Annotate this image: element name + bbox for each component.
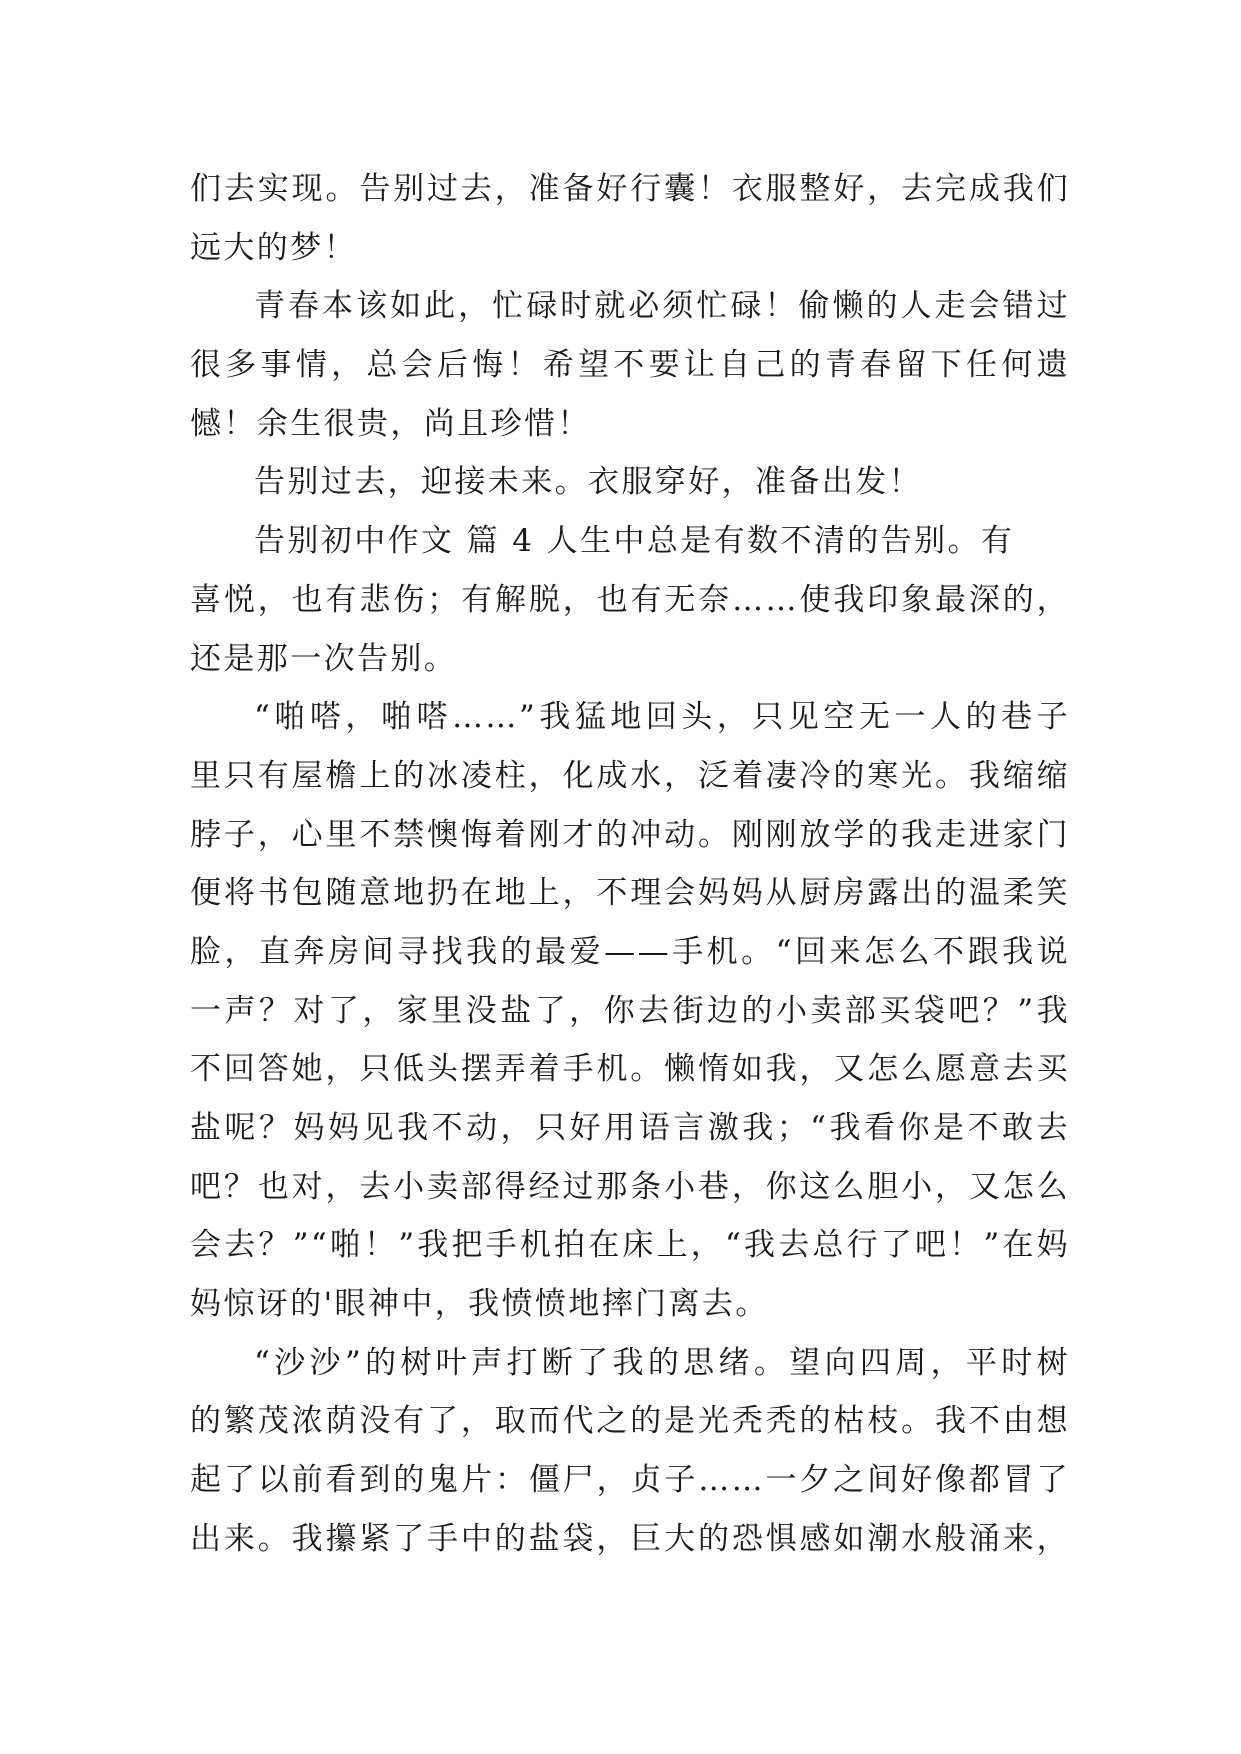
text-line: 脸，直奔房间寻找我的最爱——手机。“回来怎么不跟我说	[190, 933, 1070, 970]
text-line: 便将书包随意地扔在地上，不理会妈妈从厨房露出的温柔笑	[190, 875, 1070, 912]
text-line: 告别过去，迎接未来。衣服穿好，准备出发！	[254, 464, 922, 501]
text-line: 很多事情，总会后悔！希望不要让自己的青春留下任何遗	[190, 347, 1070, 384]
text-line: 憾！余生很贵，尚且珍惜！	[190, 405, 591, 442]
text-line: 们去实现。告别过去，准备好行囊！衣服整好，去完成我们	[190, 171, 1070, 207]
text-line: 出来。我攥紧了手中的盐袋，巨大的恐惧感如潮水般涌来，	[190, 1520, 1070, 1557]
text-line: 的繁茂浓荫没有了，取而代之的是光秃秃的枯枝。我不由想	[190, 1403, 1070, 1440]
text-line: 告别初中作文 篇 4 人生中总是有数不清的告别。有	[254, 523, 1015, 560]
text-line: 吧？也对，去小卖部得经过那条小巷，你这么胆小，又怎么	[190, 1168, 1070, 1205]
text-line: 妈惊讶的'眼神中，我愤愤地摔门离去。	[190, 1286, 769, 1323]
text-line: 一声？对了，家里没盐了，你去街边的小卖部买袋吧？”我	[190, 992, 1070, 1029]
text-line: 里只有屋檐上的冰凌柱，化成水，泛着凄冷的寒光。我缩缩	[190, 757, 1070, 794]
text-line: 青春本该如此，忙碌时就必须忙碌！偷懒的人走会错过	[254, 288, 1070, 325]
text-line: 不回答她，只低头摆弄着手机。懒惰如我，又怎么愿意去买	[190, 1051, 1070, 1088]
text-line: 盐呢？妈妈见我不动，只好用语言激我；“我看你是不敢去	[190, 1110, 1070, 1146]
text-line: 脖子，心里不禁懊悔着刚才的冲动。刚刚放学的我走进家门	[190, 816, 1070, 853]
document-body	[190, 160, 1070, 1569]
text-line: 会去？”“啪！”我把手机拍在床上，“我去总行了吧！”在妈	[190, 1227, 1070, 1264]
text-line: 起了以前看到的鬼片：僵尸，贞子……一夕之间好像都冒了	[190, 1462, 1070, 1499]
text-line: 还是那一次告别。	[190, 640, 458, 677]
text-line: 喜悦，也有悲伤；有解脱，也有无奈……使我印象最深的，	[190, 581, 1070, 618]
text-line: 远大的梦！	[190, 229, 357, 266]
text-line: “啪嗒，啪嗒……”我猛地回头，只见空无一人的巷子	[254, 699, 1070, 736]
text-line: “沙沙”的树叶声打断了我的思绪。望向四周，平时树	[254, 1344, 1070, 1381]
